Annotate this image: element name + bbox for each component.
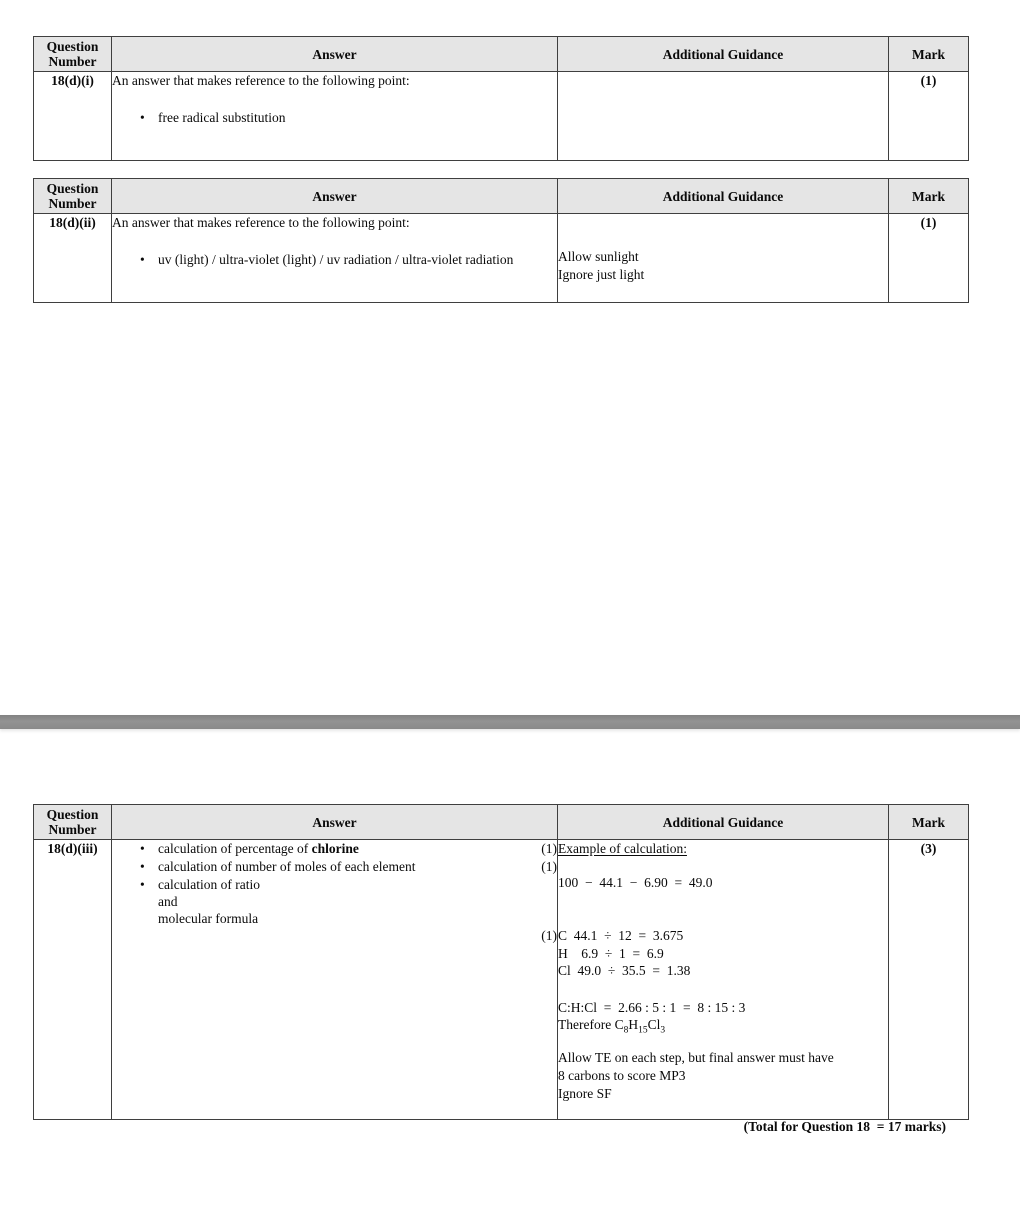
bullet-text (158, 876, 557, 927)
column-header-additional-guidance: Additional Guidance (558, 37, 889, 72)
bullet-text-bold: chlorine (311, 841, 359, 856)
answer-cell (112, 840, 558, 1120)
bullet-line-3: molecular formula (158, 911, 259, 926)
formula-text: Cl (647, 1016, 661, 1032)
answer-bullet (112, 109, 557, 127)
question-number-cell: 18(d)(iii) (34, 840, 112, 1120)
column-header-question-number: Question Number (34, 37, 112, 72)
formula-text: Therefore C (558, 1016, 624, 1032)
marking-point-2: (1) (541, 859, 557, 874)
guidance-allow-block (558, 1049, 888, 1103)
moles-carbon: C 44.1 ÷ 12 = 3.675 (558, 928, 684, 943)
bullet-icon (140, 840, 150, 858)
bullet-icon (140, 876, 150, 894)
mark-scheme-table-18diii (33, 804, 969, 1120)
marking-point-1: (1) (541, 841, 557, 856)
bullet-text: free radical substitution (158, 110, 286, 125)
bullet-icon (140, 858, 150, 876)
column-header-question-number: Question Number (34, 179, 112, 214)
mark-cell: (1) (889, 214, 969, 303)
total-marks-line: (Total for Question 18 = 17 marks) (743, 1119, 946, 1134)
guidance-allow: Allow sunlight (558, 249, 639, 264)
formula-text: H (628, 1016, 639, 1032)
guidance-moles-block (558, 927, 888, 980)
column-header-answer: Answer (112, 37, 558, 72)
bullet-text-plain: calculation of percentage of (158, 841, 312, 856)
bullet-text: calculation of number of moles of each element (158, 859, 416, 874)
moles-hydrogen: H 6.9 ÷ 1 = 6.9 (558, 945, 664, 961)
column-header-answer: Answer (112, 179, 558, 214)
column-header-answer: Answer (112, 805, 558, 840)
guidance-percentage-equation: 100 − 44.1 − 6.90 = 49.0 (558, 875, 713, 890)
mark-scheme-table-18di (33, 36, 969, 161)
answer-intro: An answer that makes reference to the following point: (112, 215, 410, 230)
header-row (34, 37, 969, 72)
guidance-ignore: Ignore just light (558, 267, 645, 282)
answer-cell (112, 214, 558, 303)
answer-bullet (112, 251, 557, 269)
mark-cell: (3) (889, 840, 969, 1120)
column-header-additional-guidance: Additional Guidance (558, 179, 889, 214)
guidance-example-title: Example of calculation: (558, 841, 687, 856)
answer-bullet-2 (112, 858, 557, 876)
formula-subscript: 3 (660, 1025, 666, 1036)
mark-scheme-table-18dii (33, 178, 969, 303)
guidance-ratio-block (558, 999, 888, 1036)
bullet-text (158, 840, 541, 858)
column-header-mark: Mark (889, 179, 969, 214)
molecular-formula (558, 1016, 888, 1036)
formula-subscript: 15 (638, 1025, 648, 1036)
question-number-cell: 18(d)(ii) (34, 214, 112, 303)
column-header-question-number: Question Number (34, 805, 112, 840)
moles-chlorine: Cl 49.0 ÷ 35.5 = 1.38 (558, 963, 691, 978)
column-header-mark: Mark (889, 805, 969, 840)
column-header-mark: Mark (889, 37, 969, 72)
allow-line-1: Allow TE on each step, but final answer must have (558, 1049, 834, 1065)
bullet-icon (140, 109, 150, 127)
answer-bullet-1 (112, 840, 557, 858)
header-row (34, 805, 969, 840)
table-row (34, 840, 969, 1120)
bullet-line-2: and (158, 894, 178, 909)
answer-intro: An answer that makes reference to the following point: (112, 73, 410, 88)
mark-cell: (1) (889, 72, 969, 161)
answer-bullet-3 (112, 876, 557, 927)
ignore-line: Ignore SF (558, 1085, 612, 1101)
bullet-line-1: calculation of ratio (158, 877, 260, 892)
guidance-cell (558, 214, 889, 303)
bullet-text: uv (light) / ultra-violet (light) / uv radiation / ultra-violet radiation (158, 252, 514, 267)
formula-subscript: 8 (623, 1025, 629, 1036)
header-row (34, 179, 969, 214)
answer-cell (112, 72, 558, 161)
table-row (34, 214, 969, 303)
bullet-icon (140, 251, 150, 269)
guidance-cell (558, 72, 889, 161)
ratio-equation: C:H:Cl = 2.66 : 5 : 1 = 8 : 15 : 3 (558, 999, 746, 1015)
page-break-divider (0, 715, 1020, 729)
marking-point-3: (1) (541, 928, 557, 943)
column-header-additional-guidance: Additional Guidance (558, 805, 889, 840)
allow-line-2: 8 carbons to score MP3 (558, 1067, 686, 1083)
question-number-cell: 18(d)(i) (34, 72, 112, 161)
guidance-cell (558, 840, 889, 1120)
table-row (34, 72, 969, 161)
